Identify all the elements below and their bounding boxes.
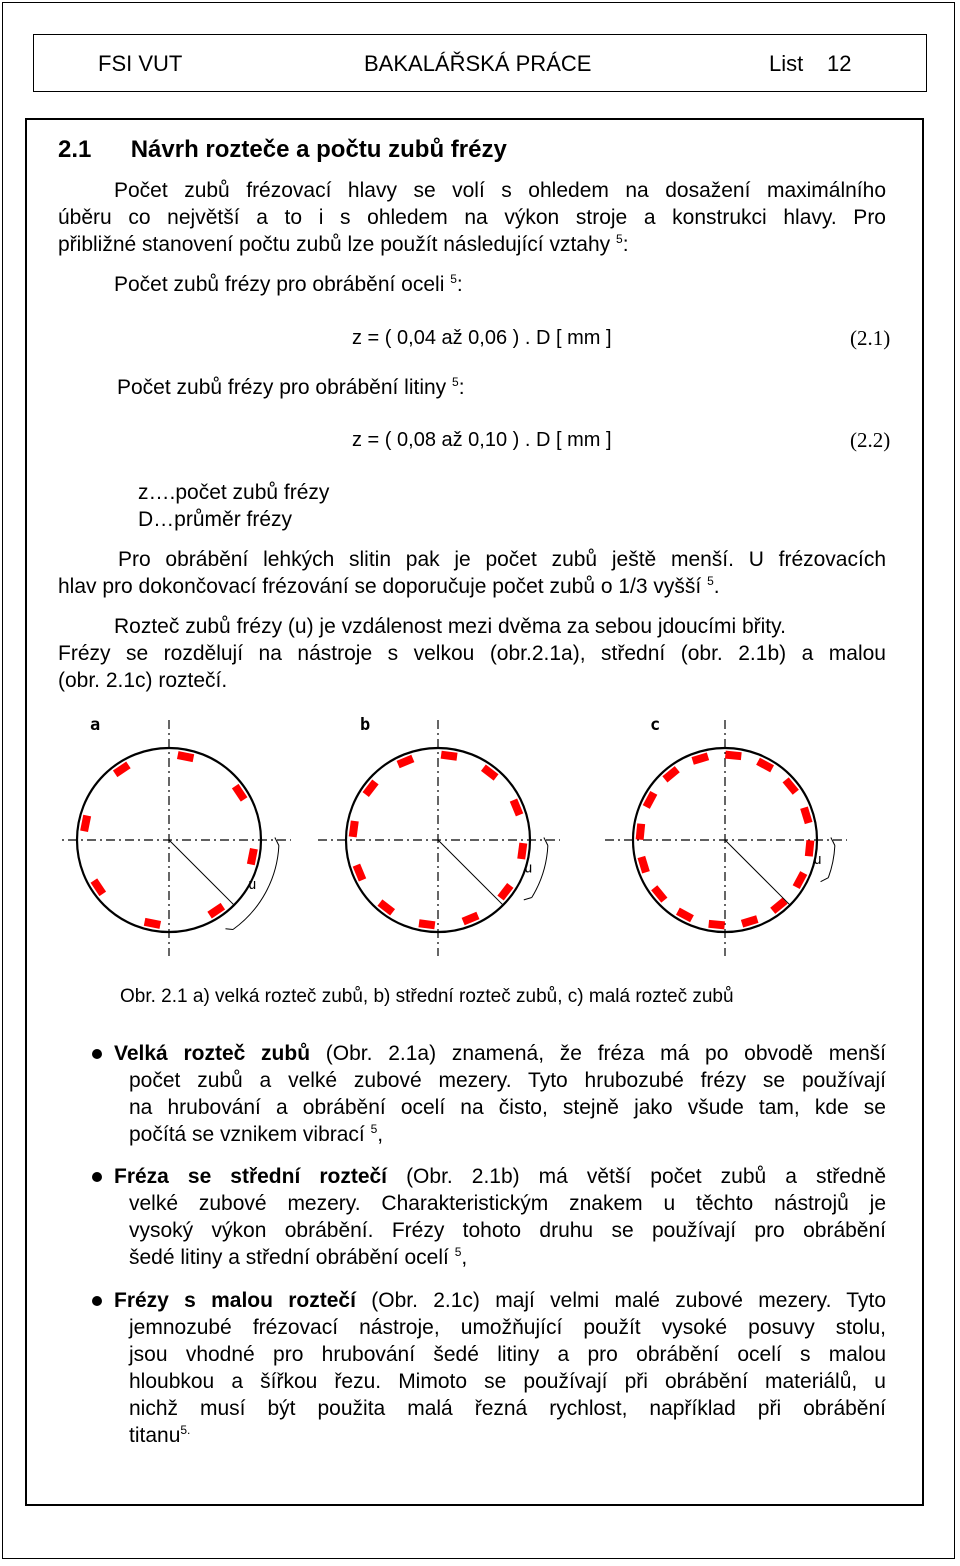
section-number: 2.1	[58, 136, 92, 163]
bullet-dot-2	[92, 1172, 102, 1182]
tooth	[363, 779, 379, 797]
pitch-u-label: u	[813, 851, 822, 868]
tooth	[783, 777, 799, 794]
light-alloys-line-2	[58, 573, 720, 600]
tooth	[418, 919, 435, 929]
pitch-line-1: Rozteč zubů frézy (u) je vzdálenost mezi dvěma za sebou jdoucími břity.	[114, 615, 786, 638]
bullet-2-bold: Fréza se střední roztečí	[114, 1165, 388, 1188]
light-alloys-line-1-wrap	[58, 546, 886, 573]
tooth	[497, 883, 513, 901]
bullet-1-bold: Velká rozteč zubů	[114, 1042, 311, 1065]
bullet-2-line-2: velké zubové mezery. Charakteristickým znakem u těchto nástrojů je	[129, 1192, 886, 1215]
header-document-type: BAKALÁŘSKÁ PRÁCE	[364, 51, 592, 76]
steel-end: :	[456, 273, 463, 296]
castiron-label	[117, 374, 465, 401]
figure-label-b: b	[360, 715, 371, 735]
intro-line-1-wrap	[58, 177, 886, 204]
pitch-arc-arrowhead	[225, 929, 233, 930]
bullet-3-line-5: nichž musí být použita malá řezná rychlost, například při obrábění	[129, 1397, 886, 1420]
equation-2-1-number: (2.1)	[850, 326, 891, 350]
figure-caption: Obr. 2.1 a) velká rozteč zubů, b) střední rozteč zubů, c) malá rozteč zubů	[120, 986, 734, 1007]
tooth	[481, 765, 499, 781]
bullet-2-line-3: vysoký výkon obrábění. Frézy tohoto druhu se používají pro obrábění	[129, 1219, 886, 1242]
pitch-arc-arrowhead	[524, 897, 532, 899]
header-institution: FSI VUT	[98, 51, 183, 76]
header-page-number: 12	[827, 51, 852, 76]
pitch-arc-arrowhead	[275, 837, 279, 845]
pitch-arc-arrowhead	[544, 837, 548, 845]
intro-line-2: úběru co největší a to i s ohledem na výkon stroje a konstrukci hlavy. Pro	[58, 206, 886, 229]
figure-b	[318, 720, 560, 956]
intro-line-1: Počet zubů frézovací hlavy se volí s ohledem na dosažení maximálního	[114, 179, 886, 202]
tooth	[517, 843, 527, 860]
bullet-1-line-1	[114, 1040, 886, 1067]
bullet-1-line-4-text: počítá se vznikem vibrací	[129, 1123, 365, 1146]
legend-z: z….počet zubů frézy	[138, 481, 330, 504]
pitch-radius-line	[438, 840, 503, 905]
bullet-2-line-1	[114, 1163, 886, 1190]
figure-c	[605, 720, 847, 956]
pitch-arc-arrowhead	[831, 837, 835, 845]
bullet-2-line-4	[129, 1244, 467, 1271]
pitch-radius-line	[725, 840, 790, 905]
intro-line-3	[58, 231, 629, 258]
bullet-3-bold: Frézy s malou roztečí	[114, 1289, 356, 1312]
legend-d: D…průměr frézy	[138, 508, 293, 531]
figure-a	[60, 720, 291, 956]
equation-2-2: z = ( 0,08 až 0,10 ) . D [ mm ]	[352, 429, 612, 451]
tooth	[377, 899, 395, 915]
tooth	[80, 815, 91, 832]
castiron-label-text: Počet zubů frézy pro obrábění litiny	[117, 376, 447, 399]
tooth	[662, 766, 679, 782]
bullet-1-line-2: počet zubů a velké zubové mezery. Tyto hrubozubé frézy se používají	[129, 1069, 886, 1092]
section-title: Návrh rozteče a počtu zubů frézy	[130, 136, 507, 163]
bullet-3-line-3: jsou vhodné pro hrubování šedé litiny a pro obrábění ocelí s malou	[129, 1343, 886, 1366]
steel-ref: 5	[450, 272, 457, 286]
bullet-1-line-4	[129, 1121, 383, 1148]
bullet-3-line-2: jemnozubé frézovací nástroje, umožňující použít vysoké posuvy stolu,	[129, 1316, 886, 1339]
steel-label-text: Počet zubů frézy pro obrábění oceli	[114, 273, 445, 296]
intro-ref: 5	[616, 232, 623, 246]
bullet-dot-3	[92, 1296, 102, 1306]
pitch-arc-arrowhead	[821, 878, 829, 882]
light-alloys-line-2-text: hlav pro dokončovací frézování se doporučuje počet zubů o 1/3 vyšší	[58, 575, 702, 598]
bullet-1-ref: 5	[370, 1122, 378, 1136]
bullet-1-end: ,	[377, 1123, 384, 1146]
castiron-end: :	[458, 376, 465, 399]
bullet-1-line-1-text: (Obr. 2.1a) znamená, že fréza má po obvodě menší	[310, 1042, 886, 1065]
tooth	[349, 820, 359, 837]
pitch-arc	[532, 845, 548, 897]
light-alloys-ref: 5	[707, 574, 714, 588]
header-list-label: List	[769, 51, 804, 76]
equation-2-2-number: (2.2)	[850, 428, 891, 452]
intro-end: :	[622, 233, 629, 256]
tooth	[636, 823, 646, 840]
bullet-3-line-6	[129, 1422, 190, 1449]
bullet-3-line-1-text: (Obr. 2.1c) mají velmi malé zubové mezery. Tyto	[355, 1289, 886, 1312]
bullet-3-line-1	[114, 1287, 886, 1314]
bullet-dot-1	[92, 1049, 102, 1059]
bullet-2-ref: 5	[454, 1245, 462, 1259]
bullet-2-end: ,	[461, 1246, 468, 1269]
bullet-3-line-4: hloubkou a šířkou řezu. Mimoto se používají při obrábění materiálů, u	[129, 1370, 886, 1393]
tooth	[441, 751, 458, 761]
pitch-line-2: Frézy se rozdělují na nástroje s velkou (obr.2.1a), střední (obr. 2.1b) a malou	[58, 642, 886, 665]
pitch-line-3: (obr. 2.1c) roztečí.	[58, 669, 228, 692]
pitch-u-label: u	[523, 860, 533, 877]
steel-label	[114, 271, 463, 298]
pitch-u-label: u	[247, 877, 257, 894]
bullet-2-line-4-text: šedé litiny a střední obrábění ocelí	[129, 1246, 449, 1269]
bullet-3-line-6-text: titanu	[129, 1424, 181, 1447]
castiron-ref: 5	[452, 375, 459, 389]
intro-line-3-text: přibližné stanovení počtu zubů lze použít následující vztahy	[58, 233, 611, 256]
pitch-radius-line	[169, 840, 234, 905]
tooth	[247, 848, 258, 865]
tooth	[177, 751, 194, 762]
page-header	[33, 34, 927, 92]
tooth	[725, 751, 742, 761]
light-alloys-end: .	[713, 575, 720, 598]
pitch-figure	[60, 706, 880, 956]
bullet-1-line-3: na hrubování a obrábění ocelí na čisto, stejně jako všude tam, kde se	[129, 1096, 886, 1119]
tooth	[708, 920, 725, 930]
section-heading	[58, 136, 507, 163]
bullet-3-ref: 5.	[180, 1423, 191, 1437]
pitch-arc	[828, 845, 835, 877]
light-alloys-line-1: Pro obrábění lehkých slitin pak je počet zubů ještě menší. U frézovacích	[118, 548, 886, 571]
bullet-2-line-1-text: (Obr. 2.1b) má větší počet zubů a středně	[387, 1165, 887, 1188]
figure-label-c: c	[650, 715, 661, 735]
tooth	[144, 918, 161, 929]
tooth	[651, 885, 667, 902]
figure-label-a: a	[90, 715, 101, 735]
equation-2-1: z = ( 0,04 až 0,06 ) . D [ mm ]	[352, 327, 612, 349]
